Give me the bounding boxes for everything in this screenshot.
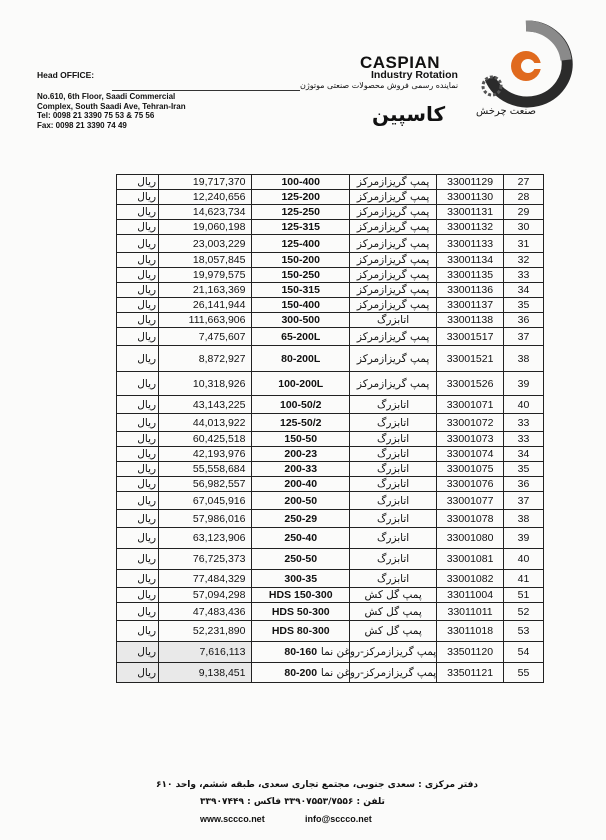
brand-prefix-fa: صنعت چرخش bbox=[476, 106, 536, 117]
row-price: 60,425,518 bbox=[159, 432, 252, 447]
row-code: 33001134 bbox=[437, 253, 504, 268]
row-currency: ریال bbox=[117, 268, 159, 283]
table-row bbox=[117, 190, 544, 205]
row-number: 28 bbox=[503, 190, 543, 205]
row-price: 10,318,926 bbox=[159, 372, 252, 396]
dealer-line-fa: نماینده رسمی فروش محصولات صنعتی موتوژن bbox=[300, 81, 459, 90]
head-office-label: Head OFFICE: bbox=[37, 70, 95, 80]
row-number: 55 bbox=[503, 663, 543, 683]
header-divider bbox=[112, 90, 300, 91]
row-price: 56,982,557 bbox=[159, 477, 252, 492]
row-number: 27 bbox=[503, 175, 543, 190]
row-price: 77,484,329 bbox=[159, 570, 252, 588]
row-code: 33001082 bbox=[437, 570, 504, 588]
row-currency: ریال bbox=[117, 621, 159, 642]
brand-name-fa: کاسپین bbox=[372, 102, 446, 126]
row-price: 52,231,890 bbox=[159, 621, 252, 642]
table-row bbox=[117, 313, 544, 328]
row-price: 8,872,927 bbox=[159, 346, 252, 372]
row-code: 33001073 bbox=[437, 432, 504, 447]
row-code: 33001071 bbox=[437, 396, 504, 414]
table-row bbox=[117, 432, 544, 447]
row-description: اتابزرگ bbox=[349, 462, 436, 477]
row-description: اتابزرگ bbox=[349, 570, 436, 588]
row-description: اتابزرگ bbox=[349, 313, 436, 328]
row-currency: ریال bbox=[117, 432, 159, 447]
row-currency: ریال bbox=[117, 190, 159, 205]
row-code: 33501120 bbox=[437, 642, 504, 663]
table-row bbox=[117, 268, 544, 283]
row-currency: ریال bbox=[117, 477, 159, 492]
table-row bbox=[117, 396, 544, 414]
row-currency: ریال bbox=[117, 235, 159, 253]
row-price: 57,986,016 bbox=[159, 510, 252, 528]
row-price: 63,123,906 bbox=[159, 528, 252, 549]
row-model: 150-400 bbox=[252, 298, 350, 313]
row-currency: ریال bbox=[117, 663, 159, 683]
address-line: Complex, South Saadi Ave, Tehran-Iran bbox=[37, 101, 186, 111]
row-model: 80-200 bbox=[252, 663, 350, 683]
row-price: 67,045,916 bbox=[159, 492, 252, 510]
row-price: 44,013,922 bbox=[159, 414, 252, 432]
row-price: 21,163,369 bbox=[159, 283, 252, 298]
row-price: 19,060,198 bbox=[159, 220, 252, 235]
row-number: 30 bbox=[503, 220, 543, 235]
row-model: 150-250 bbox=[252, 268, 350, 283]
row-currency: ریال bbox=[117, 570, 159, 588]
table-row bbox=[117, 549, 544, 570]
row-currency: ریال bbox=[117, 603, 159, 621]
row-currency: ریال bbox=[117, 528, 159, 549]
row-code: 33001072 bbox=[437, 414, 504, 432]
table-row bbox=[117, 642, 544, 663]
table-row bbox=[117, 346, 544, 372]
row-number: 34 bbox=[503, 447, 543, 462]
table-row bbox=[117, 220, 544, 235]
row-model: 125-250 bbox=[252, 205, 350, 220]
row-currency: ریال bbox=[117, 588, 159, 603]
row-number: 51 bbox=[503, 588, 543, 603]
row-price: 18,057,845 bbox=[159, 253, 252, 268]
row-description: پمپ گریزازمرکز bbox=[349, 190, 436, 205]
row-number: 38 bbox=[503, 510, 543, 528]
row-model: 250-29 bbox=[252, 510, 350, 528]
row-number: 52 bbox=[503, 603, 543, 621]
row-model: 300-500 bbox=[252, 313, 350, 328]
row-description: پمپ گریزازمرکز bbox=[349, 268, 436, 283]
row-currency: ریال bbox=[117, 396, 159, 414]
row-number: 33 bbox=[503, 268, 543, 283]
row-code: 33001081 bbox=[437, 549, 504, 570]
table-row bbox=[117, 298, 544, 313]
row-price: 47,483,436 bbox=[159, 603, 252, 621]
row-number: 37 bbox=[503, 492, 543, 510]
row-number: 35 bbox=[503, 298, 543, 313]
row-price: 43,143,225 bbox=[159, 396, 252, 414]
row-code: 33001077 bbox=[437, 492, 504, 510]
row-description: اتابزرگ bbox=[349, 510, 436, 528]
row-code: 33501121 bbox=[437, 663, 504, 683]
table-row bbox=[117, 603, 544, 621]
row-price: 19,717,370 bbox=[159, 175, 252, 190]
row-description: پمپ گریزازمرکز bbox=[349, 372, 436, 396]
row-code: 33011018 bbox=[437, 621, 504, 642]
table-row bbox=[117, 477, 544, 492]
row-code: 33001526 bbox=[437, 372, 504, 396]
table-row bbox=[117, 235, 544, 253]
row-code: 33001135 bbox=[437, 268, 504, 283]
brand-tagline: Industry Rotation bbox=[371, 69, 458, 81]
row-number: 41 bbox=[503, 570, 543, 588]
row-model: 150-315 bbox=[252, 283, 350, 298]
row-price: 19,979,575 bbox=[159, 268, 252, 283]
row-code: 33001075 bbox=[437, 462, 504, 477]
row-price: 7,475,607 bbox=[159, 328, 252, 346]
brand-name: CASPIAN bbox=[360, 53, 441, 72]
row-description: پمپ گریزازمرکز bbox=[349, 205, 436, 220]
row-number: 39 bbox=[503, 372, 543, 396]
table-row bbox=[117, 570, 544, 588]
row-description: پمپ گریزازمرکز bbox=[349, 328, 436, 346]
row-model: 125-50/2 bbox=[252, 414, 350, 432]
row-currency: ریال bbox=[117, 220, 159, 235]
row-code: 33001131 bbox=[437, 205, 504, 220]
row-price: 12,240,656 bbox=[159, 190, 252, 205]
row-description: پمپ گریزازمرکز-روغن نما bbox=[349, 642, 436, 663]
row-model: 125-315 bbox=[252, 220, 350, 235]
footer-email: info@sccco.net bbox=[305, 814, 372, 824]
row-price: 7,616,113 bbox=[159, 642, 252, 663]
row-code: 33001138 bbox=[437, 313, 504, 328]
row-number: 54 bbox=[503, 642, 543, 663]
row-code: 33001074 bbox=[437, 447, 504, 462]
row-code: 33001080 bbox=[437, 528, 504, 549]
row-currency: ریال bbox=[117, 313, 159, 328]
table-row bbox=[117, 621, 544, 642]
table-row bbox=[117, 283, 544, 298]
row-model: 200-40 bbox=[252, 477, 350, 492]
table-row bbox=[117, 372, 544, 396]
row-model: 125-200 bbox=[252, 190, 350, 205]
row-description: اتابزرگ bbox=[349, 414, 436, 432]
row-model: 80-160 bbox=[252, 642, 350, 663]
row-currency: ریال bbox=[117, 414, 159, 432]
row-number: 40 bbox=[503, 549, 543, 570]
row-model: HDS 50-300 bbox=[252, 603, 350, 621]
table-row bbox=[117, 492, 544, 510]
row-description: پمپ گریزازمرکز bbox=[349, 346, 436, 372]
table-row bbox=[117, 328, 544, 346]
row-currency: ریال bbox=[117, 253, 159, 268]
row-currency: ریال bbox=[117, 328, 159, 346]
row-currency: ریال bbox=[117, 549, 159, 570]
footer-website: www.sccco.net bbox=[200, 814, 265, 824]
row-model: 150-50 bbox=[252, 432, 350, 447]
row-model: 100-50/2 bbox=[252, 396, 350, 414]
row-price: 55,558,684 bbox=[159, 462, 252, 477]
row-code: 33011011 bbox=[437, 603, 504, 621]
row-code: 33001521 bbox=[437, 346, 504, 372]
row-price: 26,141,944 bbox=[159, 298, 252, 313]
phone-line: Tel: 0098 21 3390 75 53 & 75 56 bbox=[37, 111, 155, 121]
row-price: 9,138,451 bbox=[159, 663, 252, 683]
table-row bbox=[117, 205, 544, 220]
row-model: 80-200L bbox=[252, 346, 350, 372]
footer-phone-fa: تلفن : ۳۳۹۰۷۵۵۳/۷۵۵۶ فاکس : ۳۳۹۰۷۴۴۹ bbox=[200, 797, 385, 807]
table-row bbox=[117, 663, 544, 683]
row-model: 300-35 bbox=[252, 570, 350, 588]
row-model: 200-50 bbox=[252, 492, 350, 510]
row-description: اتابزرگ bbox=[349, 396, 436, 414]
row-model: 200-33 bbox=[252, 462, 350, 477]
row-number: 35 bbox=[503, 462, 543, 477]
row-model: HDS 150-300 bbox=[252, 588, 350, 603]
row-description: پمپ گریزازمرکز bbox=[349, 298, 436, 313]
table-row bbox=[117, 253, 544, 268]
fax-line: Fax: 0098 21 3390 74 49 bbox=[37, 120, 127, 130]
row-description: اتابزرگ bbox=[349, 447, 436, 462]
row-description: پمپ گریزازمرکز bbox=[349, 235, 436, 253]
table-row bbox=[117, 175, 544, 190]
row-model: 150-200 bbox=[252, 253, 350, 268]
row-model: 100-200L bbox=[252, 372, 350, 396]
row-price: 57,094,298 bbox=[159, 588, 252, 603]
row-code: 33001078 bbox=[437, 510, 504, 528]
row-code: 33001517 bbox=[437, 328, 504, 346]
row-description: پمپ گریزازمرکز bbox=[349, 253, 436, 268]
row-description: پمپ گل کش bbox=[349, 603, 436, 621]
row-model: 125-400 bbox=[252, 235, 350, 253]
row-number: 39 bbox=[503, 528, 543, 549]
row-currency: ریال bbox=[117, 462, 159, 477]
row-code: 33001129 bbox=[437, 175, 504, 190]
row-code: 33001133 bbox=[437, 235, 504, 253]
row-description: پمپ گریزازمرکز bbox=[349, 175, 436, 190]
row-currency: ریال bbox=[117, 298, 159, 313]
row-model: 200-23 bbox=[252, 447, 350, 462]
row-description: پمپ گل کش bbox=[349, 621, 436, 642]
row-price: 42,193,976 bbox=[159, 447, 252, 462]
table-row bbox=[117, 447, 544, 462]
row-number: 32 bbox=[503, 253, 543, 268]
row-number: 33 bbox=[503, 432, 543, 447]
row-currency: ریال bbox=[117, 492, 159, 510]
row-number: 29 bbox=[503, 205, 543, 220]
row-currency: ریال bbox=[117, 510, 159, 528]
row-model: 65-200L bbox=[252, 328, 350, 346]
row-number: 31 bbox=[503, 235, 543, 253]
caspian-logo-icon bbox=[478, 20, 574, 108]
row-code: 33001137 bbox=[437, 298, 504, 313]
row-code: 33011004 bbox=[437, 588, 504, 603]
office-address bbox=[37, 92, 277, 130]
row-price: 23,003,229 bbox=[159, 235, 252, 253]
row-model: 250-40 bbox=[252, 528, 350, 549]
row-code: 33001132 bbox=[437, 220, 504, 235]
row-code: 33001076 bbox=[437, 477, 504, 492]
row-currency: ریال bbox=[117, 447, 159, 462]
table-row bbox=[117, 588, 544, 603]
row-description: اتابزرگ bbox=[349, 492, 436, 510]
row-description: پمپ گریزازمرکز bbox=[349, 283, 436, 298]
address-line: No.610, 6th Floor, Saadi Commercial bbox=[37, 92, 176, 101]
row-number: 40 bbox=[503, 396, 543, 414]
row-description: اتابزرگ bbox=[349, 432, 436, 447]
table-row bbox=[117, 414, 544, 432]
table-row bbox=[117, 528, 544, 549]
row-description: اتابزرگ bbox=[349, 477, 436, 492]
table-row bbox=[117, 510, 544, 528]
row-description: اتابزرگ bbox=[349, 549, 436, 570]
price-table bbox=[116, 174, 544, 683]
row-number: 36 bbox=[503, 313, 543, 328]
row-model: HDS 80-300 bbox=[252, 621, 350, 642]
row-currency: ریال bbox=[117, 372, 159, 396]
row-number: 33 bbox=[503, 414, 543, 432]
row-code: 33001136 bbox=[437, 283, 504, 298]
row-number: 36 bbox=[503, 477, 543, 492]
row-code: 33001130 bbox=[437, 190, 504, 205]
row-price: 76,725,373 bbox=[159, 549, 252, 570]
row-price: 111,663,906 bbox=[159, 313, 252, 328]
row-currency: ریال bbox=[117, 642, 159, 663]
row-price: 14,623,734 bbox=[159, 205, 252, 220]
row-description: پمپ گل کش bbox=[349, 588, 436, 603]
row-model: 250-50 bbox=[252, 549, 350, 570]
row-model: 100-400 bbox=[252, 175, 350, 190]
row-currency: ریال bbox=[117, 346, 159, 372]
row-number: 38 bbox=[503, 346, 543, 372]
row-number: 53 bbox=[503, 621, 543, 642]
footer-address-fa: دفتر مرکزی : سعدی جنوبی، مجتمع تجاری سعدی، طبقه ششم، واحد ۶۱۰ bbox=[156, 780, 478, 790]
row-description: پمپ گریزازمرکز-روغن نما bbox=[349, 663, 436, 683]
row-description: پمپ گریزازمرکز bbox=[349, 220, 436, 235]
row-number: 37 bbox=[503, 328, 543, 346]
row-currency: ریال bbox=[117, 283, 159, 298]
row-number: 34 bbox=[503, 283, 543, 298]
table-row bbox=[117, 462, 544, 477]
row-currency: ریال bbox=[117, 175, 159, 190]
row-currency: ریال bbox=[117, 205, 159, 220]
row-description: اتابزرگ bbox=[349, 528, 436, 549]
